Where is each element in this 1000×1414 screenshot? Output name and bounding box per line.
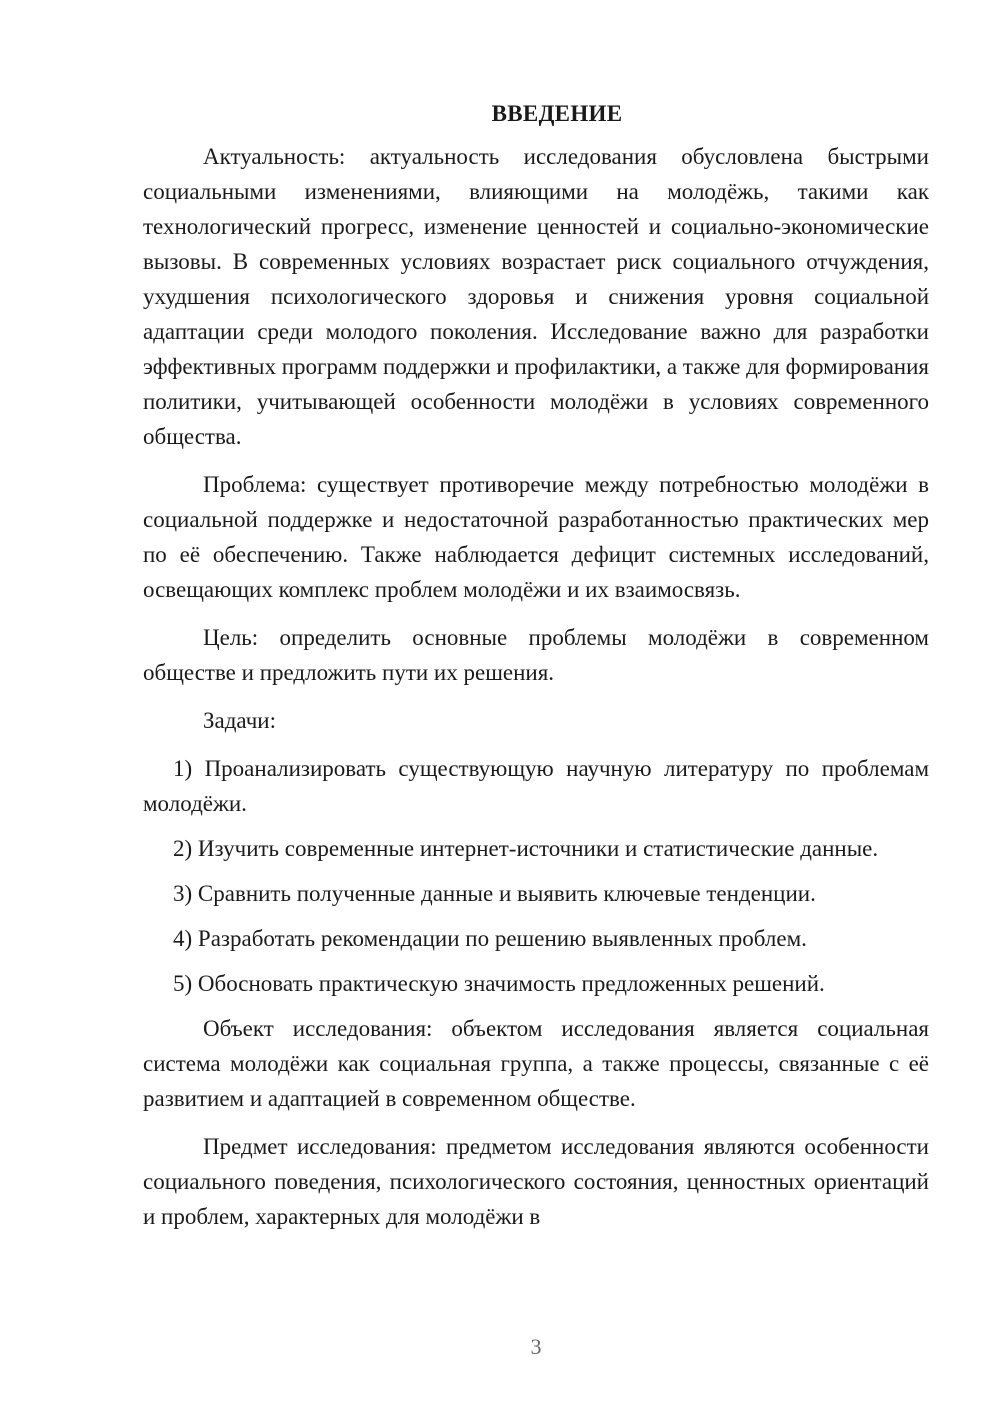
paragraph-subject: Предмет исследования: предметом исследования являются особенности социального поведения, психологического состояния, ценностных ориентаций и проблем, характерных для молодёжи в (143, 1134, 929, 1229)
task-list (143, 751, 929, 1001)
paragraph-object: Объект исследования: объектом исследования является социальная система молодёжи как социальная группа, а также процессы, связанные с её развитием и адаптацией в современном обществе. (143, 1016, 929, 1111)
page-body (143, 96, 929, 1234)
task-item-2: 2) Изучить современные интернет-источники и статистические данные. (173, 836, 879, 861)
task-item-1: 1) Проанализировать существующую научную литературу по проблемам молодёжи. (143, 756, 929, 816)
page-title: ВВЕДЕНИЕ (491, 101, 623, 126)
paragraph-problem: Проблема: существует противоречие между потребностью молодёжи в социальной поддержке и недостаточной разработанностью практических мер по её обеспечению. Также наблюдается дефицит системных исследований, освещающих комплекс проблем молодёжи и их взаимосвязь. (143, 472, 929, 602)
task-item-5: 5) Обосновать практическую значимость предложенных решений. (173, 971, 825, 996)
tasks-label: Задачи: (203, 708, 276, 733)
task-item-3: 3) Сравнить полученные данные и выявить ключевые тенденции. (173, 881, 816, 906)
task-item-4: 4) Разработать рекомендации по решению выявленных проблем. (173, 926, 807, 951)
paragraph-relevance: Актуальность: актуальность исследования обусловлена быстрыми социальными изменениями, влияющими на молодёжь, такими как технологический прогресс, изменение ценностей и социально-экономические вызовы. В современных условиях возрастает риск социального отчуждения, ухудшения психологического здоровья и снижения уровня социальной адаптации среди молодого поколения. Исследование важно для разработки эффективных программ поддержки и профилактики, а также для формирования политики, учитывающей особенности молодёжи в условиях современного общества. (143, 144, 929, 449)
paragraph-goal: Цель: определить основные проблемы молодёжи в современном обществе и предложить пути их решения. (143, 625, 929, 685)
page-number: 3 (530, 1334, 542, 1359)
